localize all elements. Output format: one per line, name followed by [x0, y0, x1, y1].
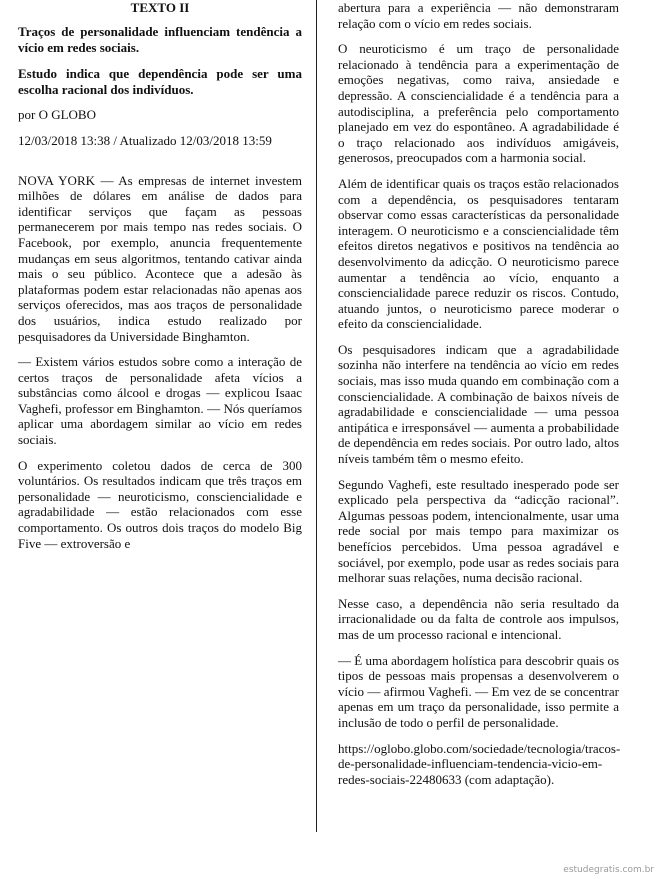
paragraph: abertura para a experiência — não demonstraram relação com o vício em redes sociais.: [338, 0, 619, 31]
paragraph: — É uma abordagem holística para descobrir quais os tipos de pessoas mais propensas a desenvolverem o vício — afirmou Vaghefi. — Em vez de se concentrar apenas em um traço da personalidade, isso permite a inclusão de todo o perfil de personalidade.: [338, 652, 619, 730]
byline: por O GLOBO: [18, 107, 96, 123]
left-column: [18, 0, 302, 551]
site-watermark: estudegratis.com.br: [563, 865, 654, 875]
paragraph: Segundo Vaghefi, este resultado inesperado pode ser explicado pela perspectiva da “adicção racional”. Algumas pessoas podem, intencionalmente, usar uma rede social por mais tempo para maximizar os benefícios percebidos. Uma pessoa agradável e sociável, por exemplo, pode usar as redes sociais para melhorar suas relações, numa decisão racional.: [338, 476, 619, 586]
source-link[interactable]: https://oglobo.globo.com/sociedade/tecnologia/tracos-de-personalidade-influenciam-tendencia-vicio-em-redes-sociais-22480633 (com adaptação).: [338, 740, 621, 787]
dateline: 12/03/2018 13:38 / Atualizado 12/03/2018 13:59: [18, 132, 272, 148]
right-column: [338, 0, 619, 787]
paragraph: O experimento coletou dados de cerca de 300 voluntários. Os resultados indicam que três traços em personalidade — neuroticismo, consciencialidade e agradabilidade — estão relacionados com esse comportamento. Os outros dois traços do modelo Big Five — extroversão e: [18, 457, 302, 551]
column-divider: [316, 0, 317, 832]
paragraph: Além de identificar quais os traços estão relacionados com a dependência, os pesquisadores tentaram observar como essas características da personalidade interagem. O neuroticismo e a consciencialidade têm efeitos diretos negativos e positivos na tendência ao desenvolvimento da adicção. O neuroticismo parece aumentar a tendência ao vício, enquanto a consciencialidade parece reduzir os riscos. Contudo, atuando juntos, o neuroticismo parece moderar o efeito da consciencialidade.: [338, 175, 619, 332]
paragraph: — Existem vários estudos sobre como a interação de certos traços de personalidade afeta vícios a substâncias como álcool e drogas — explicou Isaac Vaghefi, professor em Binghamton. — Nós queríamos aplicar uma abordagem similar ao vício em redes sociais.: [18, 354, 302, 448]
article-title: Traços de personalidade influenciam tendência a vício em redes sociais.: [18, 24, 302, 55]
section-heading: TEXTO II: [130, 0, 190, 15]
article-subtitle: Estudo indica que dependência pode ser uma escolha racional dos indivíduos.: [18, 66, 302, 97]
paragraph: NOVA YORK — As empresas de internet investem milhões de dólares em análise de dados para identificar serviços que façam as pessoas permanecerem por mais tempo nas redes sociais. O Facebook, por exemplo, anuncia frequentemente mudanças em seus algoritmos, tentando cativar ainda mais o seu público. Acontece que a adesão às plataformas podem estar relacionadas não apenas aos serviços oferecidos, mas aos traços de personalidade dos usuários, indica estudo realizado por pesquisadores da Universidade Binghamton.: [18, 172, 302, 344]
paragraph: Os pesquisadores indicam que a agradabilidade sozinha não interfere na tendência ao vício em redes sociais, mas isso muda quando em combinação com a consciencialidade. A combinação de baixos níveis de agradabilidade e consciencialidade — uma pessoa antipática e irresponsável — aumenta a probabilidade de dependência em redes sociais. Por outro lado, altos níveis também têm o mesmo efeito.: [338, 341, 619, 467]
paragraph: Nesse caso, a dependência não seria resultado da irracionalidade ou da falta de controle aos impulsos, mas de um processo racional e intencional.: [338, 595, 619, 642]
paragraph: O neuroticismo é um traço de personalidade relacionado à tendência para a experimentação de emoções negativas, como raiva, ansiedade e depressão. A consciencialidade é a tendência para a autodisciplina, a preferência pelo comportamento planejado em vez do espontâneo. A agradabilidade é o traço relacionado aos indivíduos amigáveis, generosos, preocupados com a harmonia social.: [338, 41, 619, 166]
